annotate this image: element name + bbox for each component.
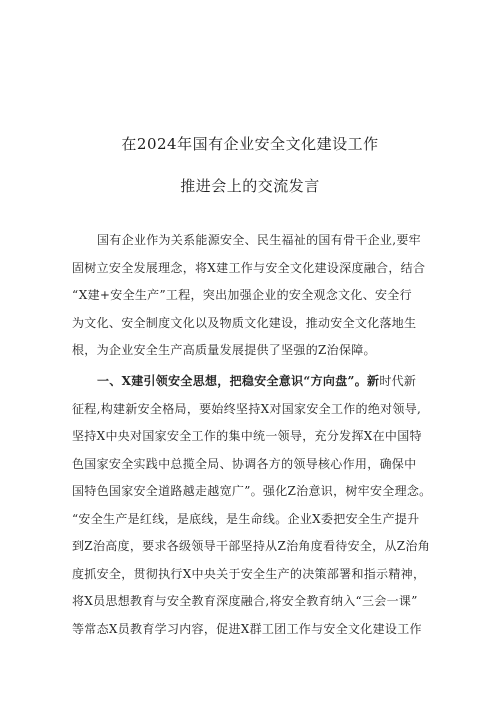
document-title-line-1: 在2024年国有企业安全文化建设工作: [121, 135, 379, 153]
text-line: “X建+安全生产”工程，突出加强企业的安全观念文化、安全行: [72, 288, 412, 302]
paragraph-intro: [72, 227, 442, 365]
text-line: 色国家安全实践中总揽全局、协调各方的领导核心作用，确保中: [72, 456, 417, 471]
document-title-line-2: 推进会上的交流发言: [180, 177, 320, 195]
paragraph-section-1: [72, 368, 442, 643]
text-line: 为文化、安全制度文化以及物质文化建设，推动安全文化落地生: [72, 315, 417, 330]
section-heading-line: [72, 368, 442, 396]
text-line: 国有企业作为关系能源安全、民生福祉的国有骨干企业,要牢: [97, 233, 421, 247]
text-line: 征程,构建新安全格局，要始终坚持X对国家安全工作的绝对领导,: [72, 401, 422, 416]
text-line: “安全生产是红线，是底线，是生命线。企业X委把安全生产提升: [72, 511, 420, 526]
text-line: 到Z治高度，要求各级领导干部坚持从Z治角度看待安全，从Z治角: [72, 539, 431, 553]
text-line: 等常态X员教育学习内容，促进X群工团工作与安全文化建设工作: [72, 621, 422, 636]
text-line: 国特色国家安全道路越走越宽广”。强化Z治意识，树牢安全理念。: [72, 484, 432, 498]
text-line: 坚持X中央对国家安全工作的集中统一领导，充分发挥X在中国特: [72, 429, 422, 443]
text-line: 固树立安全发展理念，将X建工作与安全文化建设深度融合，结合: [72, 260, 426, 275]
text-line: 根，为企业安全生产高质量发展提供了坚强的Z治保障。: [72, 343, 376, 357]
text-line: 将X员思想教育与安全教育深度融合,将安全教育纳入“三会一课”: [72, 594, 418, 608]
section-heading: 一、X建引领安全思想，把稳安全意识“方向盘”。新: [97, 374, 380, 388]
section-heading-rest: 时代新: [379, 374, 417, 388]
text-line: 度抓安全，贯彻执行X中央关于安全生产的决策部署和指示精神，: [72, 566, 426, 581]
